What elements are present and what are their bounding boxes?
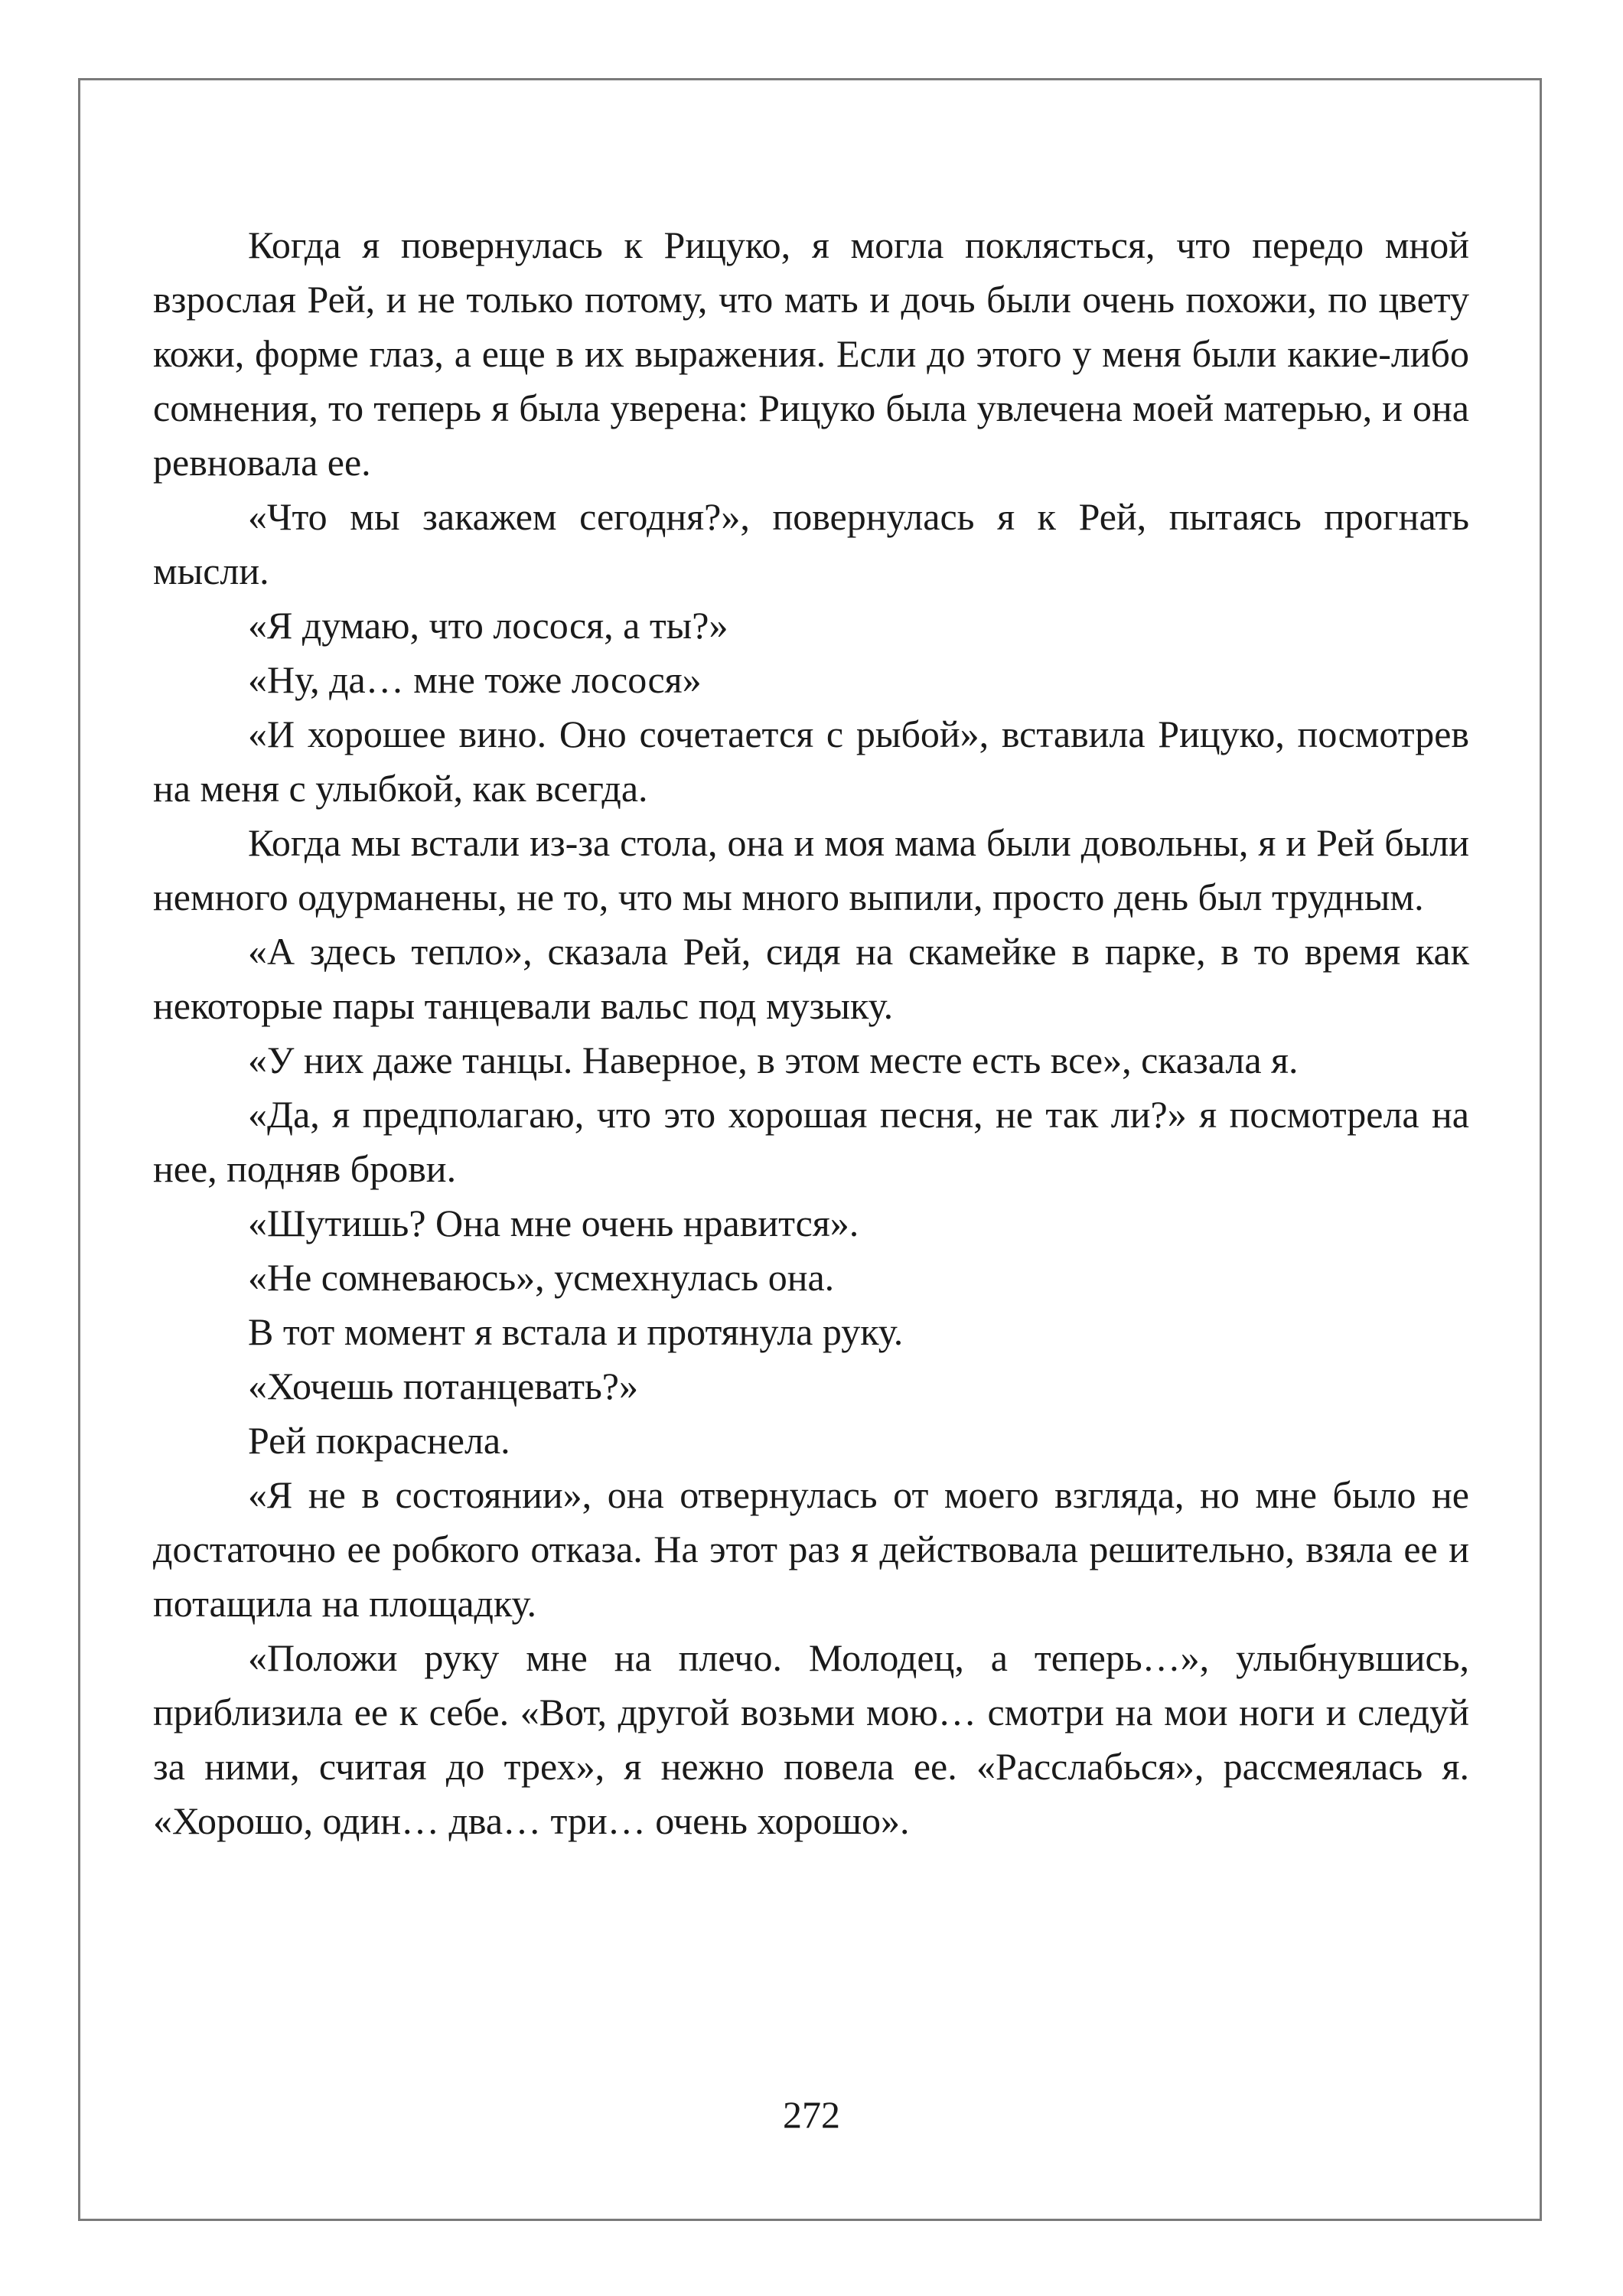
paragraph: Когда я повернулась к Рицуко, я могла поклясться, что передо мной взрослая Рей, и не только потому, что мать и дочь были очень похожи, по цвету кожи, форме глаз, а еще в их выражения. Если до этого у меня были какие-либо сомнения, то теперь я была уверена: Рицуко была увлечена моей матерью, и она ревновала ее.: [153, 223, 1469, 484]
paragraph: «Положи руку мне на плечо. Молодец, а теперь…», улыбнувшись, приблизила ее к себе. «Вот, другой возьми мою… смотри на мои ноги и следуй за ними, считая до трех», я нежно повела ее. «Расслабься», рассмеялась я. «Хорошо, один… два… три… очень хорошо».: [153, 1636, 1469, 1842]
paragraph: «Шутишь? Она мне очень нравится».: [248, 1202, 859, 1244]
paragraph: «А здесь тепло», сказала Рей, сидя на скамейке в парке, в то время как некоторые пары танцевали вальс под музыку.: [153, 930, 1469, 1027]
paragraph: «Не сомневаюсь», усмехнулась она.: [248, 1256, 835, 1299]
paragraph: «Хочешь потанцевать?»: [248, 1365, 638, 1407]
paragraph: «Я не в состоянии», она отвернулась от моего взгляда, но мне было не достаточно ее робкого отказа. На этот раз я действовала решительно, взяла ее и потащила на площадку.: [153, 1473, 1469, 1625]
page-number: 272: [783, 2093, 840, 2136]
paragraph: «И хорошее вино. Оно сочетается с рыбой», вставила Рицуко, посмотрев на меня с улыбкой, как всегда.: [153, 713, 1469, 810]
body-text: [153, 218, 1469, 1848]
paragraph: В тот момент я встала и протянула руку.: [248, 1310, 904, 1353]
paragraph: «Я думаю, что лосося, а ты?»: [248, 604, 728, 647]
paragraph: Когда мы встали из-за стола, она и моя мама были довольны, я и Рей были немного одурманены, не то, что мы много выпили, просто день был трудным.: [153, 821, 1469, 918]
paragraph: Рей покраснела.: [248, 1419, 510, 1462]
paragraph: «Что мы закажем сегодня?», повернулась я к Рей, пытаясь прогнать мысли.: [153, 495, 1469, 592]
paragraph: «Да, я предполагаю, что это хорошая песня, не так ли?» я посмотрела на нее, подняв брови.: [153, 1093, 1469, 1190]
paragraph: «У них даже танцы. Наверное, в этом месте есть все», сказала я.: [248, 1039, 1299, 1081]
paragraph: «Ну, да… мне тоже лосося»: [248, 658, 702, 701]
